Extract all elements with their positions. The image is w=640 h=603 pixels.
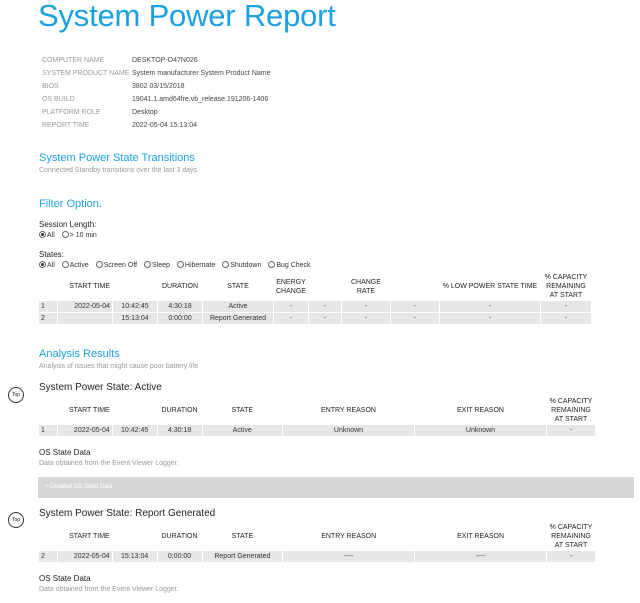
table-cell: Unknown [283, 425, 414, 436]
os-state-data-subtitle: Data obtained from the Event Viewer Logger. [39, 586, 179, 593]
table-cell: - [391, 301, 439, 312]
column-header: % CAPACITY REMAINING AT START [549, 524, 593, 549]
table-cell: 2 [39, 551, 57, 562]
info-row [42, 67, 271, 80]
column-header: START TIME [69, 283, 110, 290]
table-cell: 0:00:00 [158, 313, 202, 324]
os-state-data-heading: OS State Data [39, 574, 91, 583]
table-cell [58, 313, 112, 324]
table-cell: - [274, 313, 308, 324]
states-label: States: [39, 250, 64, 259]
table-row [39, 301, 591, 312]
radio-state-all[interactable]: All [39, 262, 55, 269]
table-cell: - [391, 313, 439, 324]
table-cell: - [547, 425, 595, 436]
column-header: DURATION [161, 533, 198, 540]
radio-state-active[interactable]: Active [62, 262, 89, 269]
column-header [39, 397, 57, 424]
state-active-heading: System Power State: Active [39, 382, 162, 393]
column-header: % LOW POWER STATE TIME [442, 283, 538, 290]
table-cell: 4:30:18 [158, 425, 202, 436]
radio-state-hibernate[interactable]: Hibernate [177, 262, 215, 269]
column-header: STATE [227, 283, 249, 290]
column-header [113, 523, 157, 550]
table-cell: 10:42:45 [113, 425, 157, 436]
column-header: CHANGE RATE [350, 278, 381, 295]
table-cell: Report Generated [203, 551, 283, 562]
table-cell: Active [203, 425, 282, 436]
info-row [42, 93, 271, 106]
column-header: ENTRY REASON [320, 407, 376, 414]
column-header: % CAPACITY REMAINING AT START [549, 398, 593, 423]
radio-icon[interactable] [177, 261, 184, 268]
column-header: DURATION [161, 407, 198, 414]
radio-state-bug-check[interactable]: Bug Check [268, 262, 310, 269]
table-cell: - [541, 313, 591, 324]
radio-icon[interactable] [222, 261, 229, 268]
analysis-heading: Analysis Results [39, 348, 120, 360]
info-value: System manufacturer System Product Name [132, 70, 271, 77]
transitions-subtitle: Connected Standby transitions over the last 3 days [39, 167, 197, 174]
column-header: STATE [231, 533, 254, 540]
table-cell: - [342, 313, 390, 324]
info-value: Desktop [132, 109, 158, 116]
table-cell: 1 [39, 301, 57, 312]
radio-icon[interactable] [144, 261, 151, 268]
info-label: REPORT TIME [42, 122, 90, 129]
info-value: 2022-05-04 15:13:04 [132, 122, 197, 129]
radio-session-10min[interactable]: > 10 min [62, 232, 97, 239]
table-cell: 15:13:04 [113, 551, 157, 562]
table-row [39, 425, 595, 436]
radio-selected-icon[interactable] [39, 231, 46, 238]
radio-session-all[interactable]: All [39, 232, 55, 239]
column-header: START TIME [69, 407, 110, 414]
page-title: System Power Report [38, 0, 336, 33]
table-header-row [39, 397, 595, 424]
top-link-icon[interactable]: Top [8, 512, 24, 528]
table-cell: - [440, 313, 540, 324]
table-cell: - [547, 551, 595, 562]
session-length-label: Session Length: [39, 220, 97, 229]
info-row [42, 80, 271, 93]
column-header: ENERGY CHANGE [276, 278, 306, 295]
state-report-heading: System Power State: Report Generated [39, 508, 216, 519]
info-label: PLATFORM ROLE [42, 109, 101, 116]
column-header: % CAPACITY REMAINING AT START [544, 274, 588, 299]
session-length-options [39, 232, 102, 239]
radio-selected-icon[interactable] [39, 261, 46, 268]
info-value: DESKTOP-O47N026 [132, 57, 198, 64]
filter-heading: Filter Option. [39, 198, 102, 210]
info-row [42, 119, 271, 132]
column-header [113, 273, 157, 300]
table-cell: 10:42:45 [113, 301, 157, 312]
column-header: DURATION [161, 283, 199, 290]
states-options [39, 262, 316, 269]
os-state-data-subtitle: Data obtained from the Event Viewer Logger. [39, 460, 179, 467]
state-report-table [38, 522, 596, 563]
radio-icon[interactable] [62, 231, 69, 238]
table-cell: 4:30:18 [158, 301, 202, 312]
table-cell: 2 [39, 313, 57, 324]
analysis-subtitle: Analysis of issues that might cause poor battery life [39, 363, 199, 370]
table-cell: Active [203, 301, 273, 312]
info-row [42, 54, 271, 67]
column-header [309, 273, 341, 300]
table-cell: 1 [39, 425, 57, 436]
table-cell: - [309, 313, 341, 324]
info-value: 3802 03/15/2018 [132, 83, 185, 90]
info-label: SYSTEM PRODUCT NAME [42, 70, 130, 77]
table-cell: - [274, 301, 308, 312]
info-value: 19041.1.amd64fre.vb_release.191206-1406 [132, 96, 269, 103]
column-header [391, 273, 439, 300]
radio-icon[interactable] [268, 261, 275, 268]
detailed-os-state-label[interactable]: + Detailed OS State Data [45, 484, 113, 490]
radio-state-screen-off[interactable]: Screen Off [96, 262, 137, 269]
info-label: OS BUILD [42, 96, 75, 103]
info-row [42, 106, 271, 119]
transitions-table [38, 272, 592, 325]
column-header: EXIT REASON [457, 407, 504, 414]
radio-state-shutdown[interactable]: Shutdown [222, 262, 261, 269]
top-link-icon[interactable]: Top [8, 387, 24, 403]
table-cell: 2022-05-04 [58, 301, 112, 312]
table-cell: 2022-05-04 [58, 425, 112, 436]
table-cell: Report Generated [203, 313, 273, 324]
table-row [39, 313, 591, 324]
table-cell: - [440, 301, 540, 312]
column-header [39, 273, 57, 300]
radio-state-sleep[interactable]: Sleep [144, 262, 170, 269]
column-header [39, 523, 57, 550]
table-cell: 15:13:04 [113, 313, 157, 324]
table-cell: Unknown [415, 425, 546, 436]
column-header: EXIT REASON [457, 533, 505, 540]
transitions-heading: System Power State Transitions [39, 152, 195, 164]
table-cell: 0:00:00 [158, 551, 202, 562]
detailed-os-state-toggle[interactable] [38, 477, 634, 498]
column-header [113, 397, 157, 424]
table-header-row [39, 273, 591, 300]
column-header: START TIME [68, 533, 110, 540]
table-cell: - [309, 301, 341, 312]
column-header: STATE [231, 407, 254, 414]
info-label: BIOS [42, 83, 59, 90]
info-label: COMPUTER NAME [42, 57, 105, 64]
column-header: ENTRY REASON [321, 533, 377, 540]
radio-icon[interactable] [62, 261, 69, 268]
table-cell: 2022-05-04 [58, 551, 112, 562]
table-row [39, 551, 595, 562]
table-header-row [39, 523, 595, 550]
os-state-data-heading: OS State Data [39, 448, 91, 457]
radio-icon[interactable] [96, 261, 103, 268]
table-cell: - [541, 301, 591, 312]
system-info-table [42, 54, 271, 132]
table-cell: ---- [415, 551, 546, 562]
table-cell: ---- [283, 551, 414, 562]
table-cell: - [342, 301, 390, 312]
state-active-table [38, 396, 596, 437]
